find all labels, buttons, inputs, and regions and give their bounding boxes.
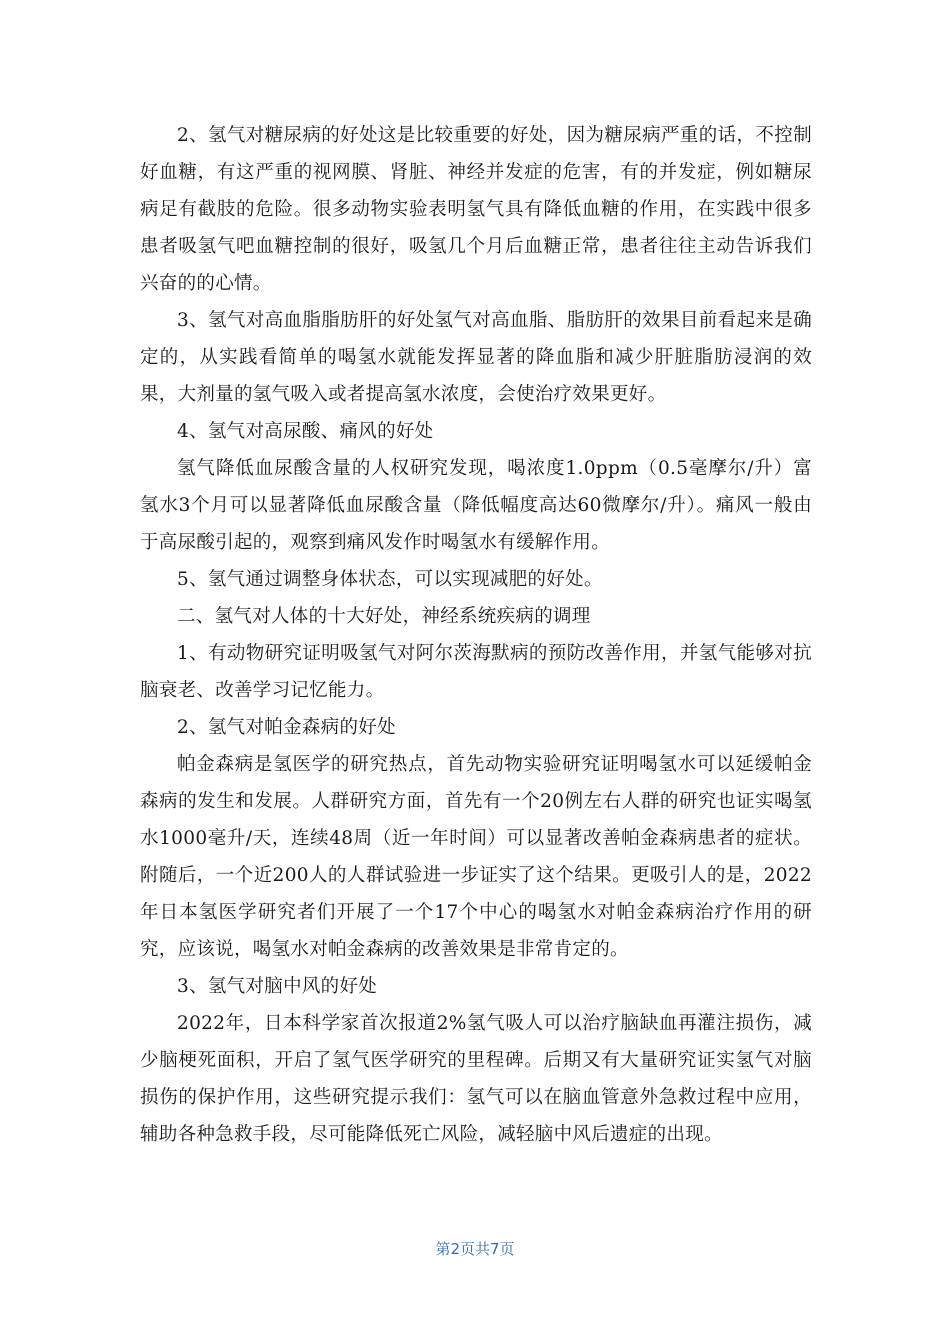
paragraph-heading-stroke: 3、氢气对脑中风的好处 [177, 976, 378, 997]
paragraph-heading-uric-acid: 4、氢气对高尿酸、痛风的好处 [177, 421, 434, 442]
paragraph-uric-acid: 氢气降低血尿酸含量的人权研究发现，喝浓度1.0ppm（0.5毫摩尔/升）富氢水3个月可以显著降低血尿酸含量（降低幅度高达60微摩尔/升）。痛风一般由于高尿酸引起的，观察到痛风发作时喝氢水有缓解作用。 [140, 458, 812, 553]
paragraph-diabetes: 2、氢气对糖尿病的好处这是比较重要的好处，因为糖尿病严重的话，不控制好血糖，有这严重的视网膜、肾脏、神经并发症的危害，有的并发症，例如糖尿病足有截肢的危险。很多动物实验表明氢气具有降低血糖的作用，在实践中很多患者吸氢气吧血糖控制的很好，吸氢几个月后血糖正常，患者往往主动告诉我们兴奋的的心情。 [140, 125, 812, 294]
section-heading-nervous-system: 二、氢气对人体的十大好处，神经系统疾病的调理 [177, 606, 591, 627]
paragraph-heading-parkinsons: 2、氢气对帕金森病的好处 [177, 717, 396, 738]
document-body [140, 117, 812, 1153]
paragraph-parkinsons: 帕金森病是氢医学的研究热点，首先动物实验研究证明喝氢水可以延缓帕金森病的发生和发展。人群研究方面，首先有一个20例左右人群的研究也证实喝氢水1000毫升/天，连续48周（近一年时间）可以显著改善帕金森病患者的症状。附随后，一个近200人的人群试验进一步证实了这个结果。更吸引人的是，2022年日本氢医学研究者们开展了一个17个中心的喝氢水对帕金森病治疗作用的研究，应该说，喝氢水对帕金森病的改善效果是非常肯定的。 [140, 754, 812, 960]
paragraph-stroke: 2022年，日本科学家首次报道2%氢气吸人可以治疗脑缺血再灌注损伤，减少脑梗死面积，开启了氢气医学研究的里程碑。后期又有大量研究证实氢气对脑损伤的保护作用，这些研究提示我们：氢气可以在脑血管意外急救过程中应用，辅助各种急救手段，尽可能降低死亡风险，减轻脑中风后遗症的出现。 [140, 1013, 812, 1145]
paragraph-weight-loss: 5、氢气通过调整身体状态，可以实现减肥的好处。 [177, 569, 603, 590]
paragraph-alzheimers: 1、有动物研究证明吸氢气对阿尔茨海默病的预防改善作用，并氢气能够对抗脑衰老、改善学习记忆能力。 [140, 643, 812, 701]
paragraph-hyperlipidemia: 3、氢气对高血脂脂肪肝的好处氢气对高血脂、脂肪肝的效果目前看起来是确定的，从实践看简单的喝氢水就能发挥显著的降血脂和减少肝脏脂肪浸润的效果，大剂量的氢气吸入或者提高氢水浓度，会使治疗效果更好。 [140, 310, 812, 405]
page-number: 第2页共7页 [435, 1240, 515, 1258]
